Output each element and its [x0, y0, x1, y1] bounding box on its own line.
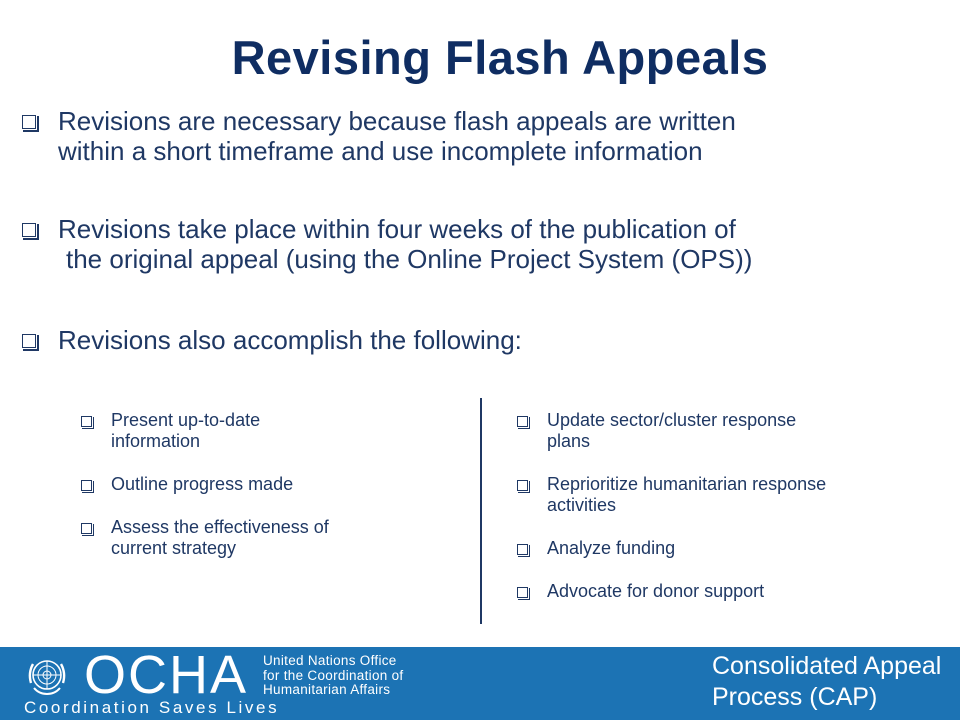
checkbox-bullet-icon [517, 480, 528, 491]
slogan: Coordination Saves Lives [24, 698, 280, 717]
organization-name-line: Humanitarian Affairs [263, 682, 391, 697]
list-item-text: Present up-to-date [111, 410, 261, 430]
cap-label-line: Consolidated Appeal [712, 652, 942, 680]
checkbox-bullet-icon [22, 334, 36, 348]
organization-name [263, 654, 403, 698]
list-item-text: Reprioritize humanitarian response [547, 474, 827, 494]
un-emblem-icon [25, 653, 69, 697]
bullet-line: within a short timeframe and use incomplete information [58, 136, 703, 166]
column-divider [480, 398, 482, 624]
list-item-text: Advocate for donor support [547, 581, 765, 601]
checkbox-bullet-icon [81, 480, 92, 491]
left-sub-list [81, 410, 421, 581]
cap-label-line: Process (CAP) [712, 683, 878, 711]
list-item-text: activities [547, 495, 617, 515]
list-item-text: Update sector/cluster response [547, 410, 797, 430]
list-item-text: Analyze funding [547, 538, 676, 558]
slide-title: Revising Flash Appeals [231, 31, 769, 84]
list-item-text: Outline progress made [111, 474, 294, 494]
list-item [517, 474, 917, 516]
list-item [81, 474, 421, 495]
cap-label [712, 651, 941, 713]
list-item [517, 538, 917, 559]
organization-name-line: United Nations Office [263, 653, 397, 668]
checkbox-bullet-icon [22, 223, 36, 237]
ocha-logo-text: OCHA [84, 645, 249, 705]
list-item [81, 517, 421, 559]
list-item-text: current strategy [111, 538, 237, 558]
checkbox-bullet-icon [81, 523, 92, 534]
bullet-revisions-timing [22, 214, 942, 274]
bullet-line: Revisions are necessary because flash appeals are written [58, 106, 736, 136]
checkbox-bullet-icon [517, 416, 528, 427]
organization-name-line: for the Coordination of [263, 667, 404, 683]
checkbox-bullet-icon [517, 587, 528, 598]
bullet-revisions-necessary [22, 106, 922, 166]
bullet-line: Revisions also accomplish the following: [58, 325, 522, 355]
bullet-line: the original appeal (using the Online Project System (OPS)) [66, 244, 753, 274]
footer-banner [0, 647, 960, 720]
checkbox-bullet-icon [81, 416, 92, 427]
right-sub-list [517, 410, 917, 624]
checkbox-bullet-icon [22, 115, 36, 129]
bullet-revisions-accomplish [22, 325, 922, 355]
list-item [517, 410, 917, 452]
checkbox-bullet-icon [517, 544, 528, 555]
list-item [81, 410, 421, 452]
list-item [517, 581, 917, 602]
list-item-text: Assess the effectiveness of [111, 517, 329, 537]
list-item-text: plans [547, 431, 591, 451]
bullet-line: Revisions take place within four weeks of the publication of [58, 214, 736, 244]
list-item-text: information [111, 431, 201, 451]
